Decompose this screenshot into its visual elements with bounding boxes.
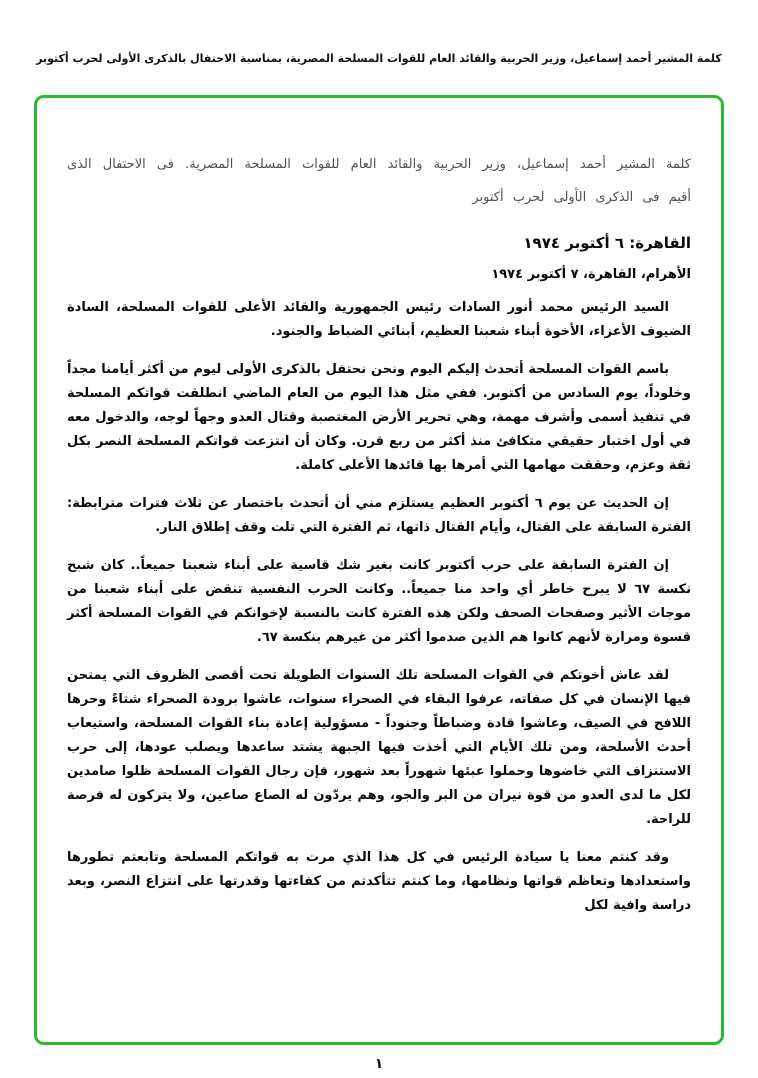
document-title: كلمة المشير أحمد إسماعيل، وزير الحربية والقائد العام للقوات المسلحة المصرية. فى الاحتفال الذى أقيم فى الذكرى الأولى لحرب أكتوبر xyxy=(67,157,691,205)
paragraph-salutation: السيد الرئيس محمد أنور السادات رئيس الجمهورية والقائد الأعلى للقوات المسلحة، السادة الضيوف الأعزاء، الأخوة أبناء شعبنا العظيم، أبنائي الضباط والجنود. xyxy=(67,300,691,339)
page-number: ١ xyxy=(374,1056,384,1072)
paragraph-armed-forces-years: لقد عاش أخوتكم في القوات المسلحة تلك السنوات الطويلة تحت أقصى الظروف التي يمتحن فيها الإنسان في كل صفاته، عرفوا البقاء في الصحراء سنوات، عاشوا برودة الصحراء شتاءً وحرها اللافح في الصيف، وعاشوا قادة وضباطاً وجنوداً - مسؤولية إعادة بناء القوات المسلحة، واستيعاب أحدث الأسلحة، ومن تلك الأيام التي أخذت فيها الجبهة يشتد ساعدها ويصلب عودها، إلى حرب الاستنزاف التي خاضوها وحملوا عبئها شهوراً بعد شهور، فإن رجال القوات المسلحة ظلوا صامدين لكل ما لدى العدو من قوة نيران من البر والجو، وهم يردّون له الصاع صاعين، ولا يتركون له فرصة للراحة. xyxy=(67,668,691,827)
paragraph-three-periods: إن الحديث عن يوم ٦ أكتوبر العظيم يستلزم مني أن أتحدث باختصار عن ثلاث فترات مترابطة: الفترة السابقة على القتال، وأيام القتال ذاتها، ثم الفترة التي تلت وقف إطلاق النار. xyxy=(67,496,691,535)
document-header-caption: كلمة المشير أحمد إسماعيل، وزير الحربية والقائد العام للقوات المسلحة المصرية، بمناسبة الاحتفال بالذكرى الأولى لحرب أكتوبر xyxy=(36,52,722,65)
green-border-frame xyxy=(34,95,724,1045)
dateline: القاهرة: ٦ أكتوبر ١٩٧٤ xyxy=(523,234,691,252)
source-citation: الأهرام، القاهرة، ٧ أكتوبر ١٩٧٤ xyxy=(491,267,691,282)
paragraph-pre-war-period: إن الفترة السابقة على حرب أكتوبر كانت بغير شك قاسية على أبناء شعبنا جميعاً.. كان شبح نكسة ٦٧ لا يبرح خاطر أي واحد منا جميعاً.. وكانت الحرب النفسية تنقض على أبناء شعبنا من موجات الأثير وصفحات الصحف ولكن هذه الفترة كانت بالنسبة لإخوانكم في القوات المسلحة أكثر قسوة ومرارة لأنهم كانوا هم الذين صدموا أكثر من غيرهم بنكسة ٦٧. xyxy=(67,558,691,645)
paragraph-president-witness: وقد كنتم معنا يا سيادة الرئيس في كل هذا الذي مرت به قواتكم المسلحة وتابعتم تطورها واستعدادها وتعاظم قواتها ونظامها، وما كنتم تتأكدتم من كفاءتها وقدرتها على انتزاع النصر، وبعد دراسة وافية لكل xyxy=(67,850,691,913)
paragraph-opening: باسم القوات المسلحة أتحدث إليكم اليوم ونحن نحتفل بالذكرى الأولى ليوم من أكثر أيامنا مجداً وخلوداً، يوم السادس من أكتوبر. ففي مثل هذا اليوم من العام الماضي انطلقت قواتكم المسلحة في تنفيذ أسمى وأشرف مهمة، وهي تحرير الأرض المغتصبة وقتال العدو وجهاً لوجه، والدخول معه في أول اختبار حقيقي متكافئ منذ أكثر من ربع قرن. وكان أن انتزعت قواتكم المسلحة النصر بكل ثقة وعزم، وحققت مهامها التي أمرها بها قائدها الأعلى كاملة. xyxy=(67,362,691,473)
